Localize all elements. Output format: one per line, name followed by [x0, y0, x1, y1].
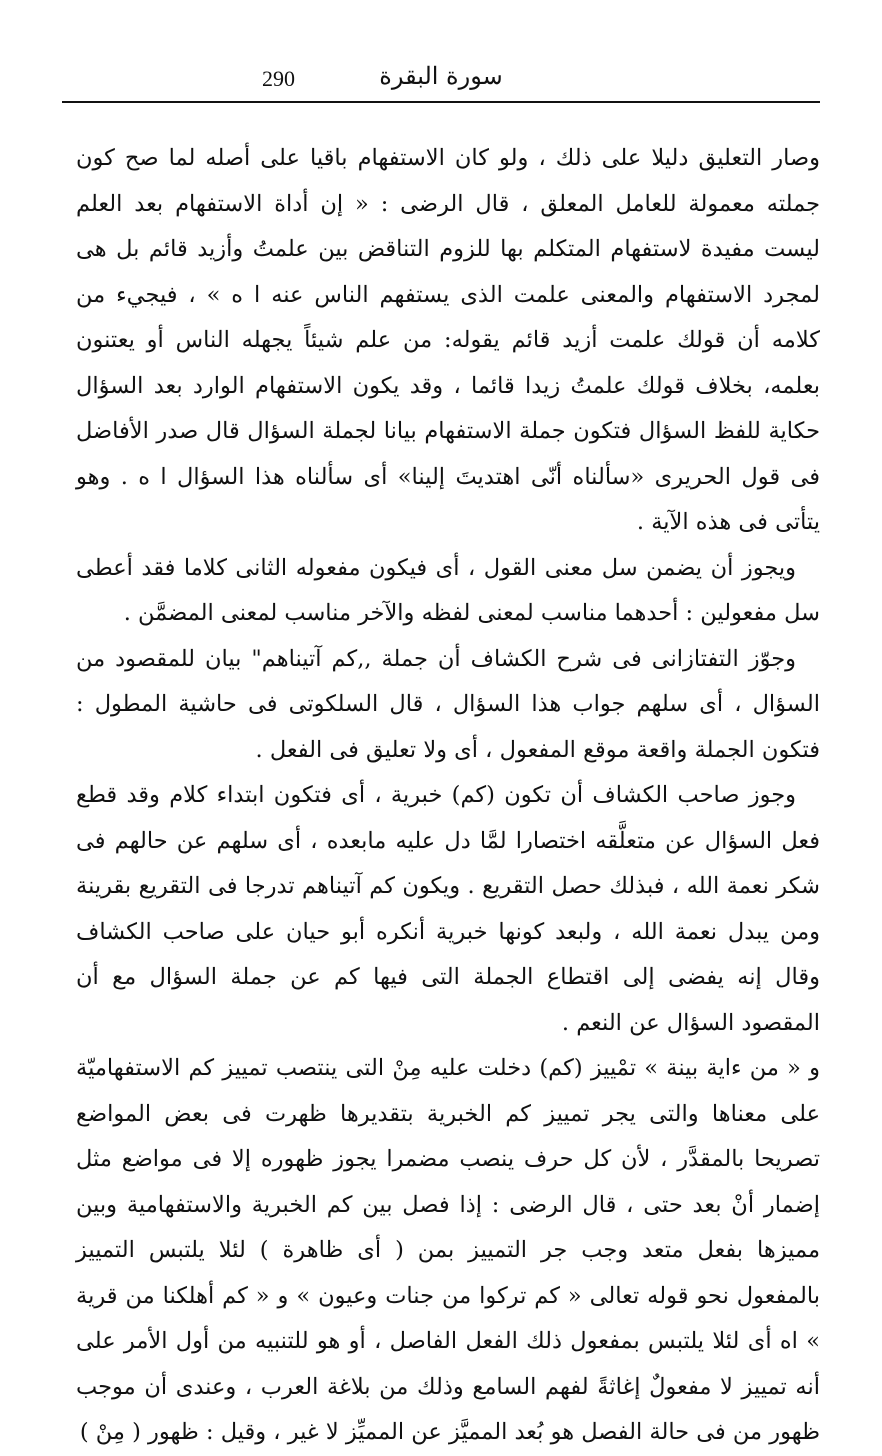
paragraph: ويجوز أن يضمن سل معنى القول ، أى فيكون مفعوله الثانى كلاما فقد أعطى سل مفعولين : أحدهما مناسب لمعنى لفظه والآخر مناسب لمعنى المضمَّن . — [76, 554, 820, 626]
chapter-title: سورة البقرة — [379, 62, 503, 90]
page-number: 290 — [262, 66, 295, 91]
header-divider — [62, 101, 820, 103]
page-body — [76, 136, 820, 1456]
paragraph: وجوز صاحب الكشاف أن تكون (كم) خبرية ، أى فتكون ابتداء كلام وقد قطع فعل السؤال عن متعلَّقه اختصارا لمَّا دل عليه مابعده ، أى سلهم عن حالهم فى شكر نعمة الله ، فبذلك حصل التقريع . ويكون كم آتيناهم تدرجا فى التقريع بقرينة ومن يبدل نعمة الله ، ولبعد كونها خبرية أنكره أبو حيان على صاحب الكشاف وقال إنه يفضى إلى اقتطاع الجملة التى فيها كم عن جملة السؤال مع أن المقصود السؤال عن النعم . — [76, 782, 820, 1036]
paragraph: وجوّز التفتازانى فى شرح الكشاف أن جملة ,,كم آتيناهم" بيان للمقصود من السؤال ، أى سلهم جواب هذا السؤال ، قال السلكوتى فى حاشية المطول : فتكون الجملة واقعة موقع المفعول ، أى ولا تعليق فى الفعل . — [76, 645, 820, 763]
paragraph: و « من ءاية بينة » تمْييز (كم) دخلت عليه مِنْ التى ينتصب تمييز كم الاستفهاميّة على معناها والتى يجر تمييز كم الخبرية بتقديرها ظهرت فى بعض المواضع تصريحا بالمقدَّر ، لأن كل حرف ينصب مضمرا يجوز ظهوره إلا فى مواضع مثل إضمار أنْ بعد حتى ، قال الرضى : إذا فصل بين كم الخبرية والاستفهامية وبين مميزها بفعل متعد وجب جر التمييز بمن ( أى ظاهرة ) لئلا يلتبس التمييز بالمفعول نحو قوله تعالى « كم تركوا من جنات وعيون » و « كم أهلكنا من قرية » اه أى لئلا يلتبس بمفعول ذلك الفعل الفاصل ، أو هو للتنبيه من أول الأمر على أنه تمييز لا مفعولٌ إغاثةً لفهم السامع وذلك من بلاغة العرب ، وعندى أن موجب ظهور من فى حالة الفصل هو بُعد المميَّز عن المميِّز لا غير ، وقيل : ظهور ( مِنْ ) — [76, 1055, 820, 1445]
page-header — [62, 58, 820, 102]
paragraph: وصار التعليق دليلا على ذلك ، ولو كان الاستفهام باقيا على أصله لما صح كون جملته معمولة للعامل المعلق ، قال الرضى : « إن أداة الاستفهام بعد العلم ليست مفيدة لاستفهام المتكلم بها للزوم التناقض بين علمتُ وأزيد قائم بل هى لمجرد الاستفهام والمعنى علمت الذى يستفهم الناس عنه ا ه » ، فيجيء من كلامه أن قولك علمت أزيد قائم يقوله: من علم شيئاً يجهله الناس أو يعتنون بعلمه، بخلاف قولك علمتُ زيدا قائما ، وقد يكون الاستفهام الوارد بعد السؤال حكاية للفظ السؤال فتكون جملة الاستفهام بيانا لجملة السؤال قال صدر الأفاضل فى قول الحريرى «سألناه أنّى اهتديتَ إلينا» أى سألناه هذا السؤال ا ه . وهو يتأتى فى هذه الآية . — [76, 145, 820, 535]
